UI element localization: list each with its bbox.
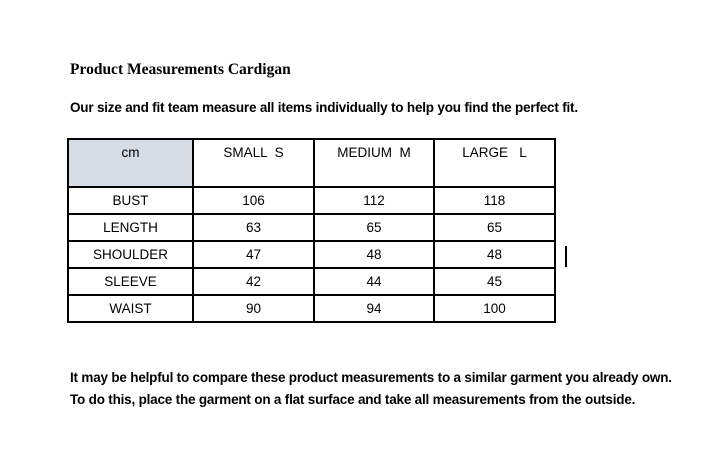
col-header-large: LARGE L [434,139,555,187]
table-row-sleeve [68,268,555,295]
measurement-value: 106 [193,187,314,214]
table-row-waist [68,295,555,322]
measurement-value: 48 [314,241,434,268]
measurement-value: 48 [434,241,555,268]
row-label: SLEEVE [68,268,193,295]
measurement-value: 90 [193,295,314,322]
table-header-row [68,139,555,187]
col-header-medium: MEDIUM M [314,139,434,187]
footer-line-1: It may be helpful to compare these product measurements to a similar garment you already own. [70,370,672,385]
unit-header-cell: cm [68,139,193,187]
col-header-small: SMALL S [193,139,314,187]
measurement-value: 47 [193,241,314,268]
measurement-value: 112 [314,187,434,214]
measurement-value: 118 [434,187,555,214]
measurement-value: 100 [434,295,555,322]
measurement-value: 42 [193,268,314,295]
measurement-value: 65 [434,214,555,241]
row-label: WAIST [68,295,193,322]
footer-note [70,367,672,411]
measurements-table [67,138,556,323]
measurement-value: 63 [193,214,314,241]
text-cursor [565,246,567,267]
measurement-value: 94 [314,295,434,322]
table-row-shoulder [68,241,555,268]
row-label: LENGTH [68,214,193,241]
row-label: BUST [68,187,193,214]
measurement-value: 65 [314,214,434,241]
row-label: SHOULDER [68,241,193,268]
measurement-value: 45 [434,268,555,295]
measurement-value: 44 [314,268,434,295]
table-row-length [68,214,555,241]
table-row-bust [68,187,555,214]
intro-text: Our size and fit team measure all items individually to help you find the perfect fit. [70,100,578,115]
footer-line-2: To do this, place the garment on a flat surface and take all measurements from the outside. [70,392,636,407]
document-title: Product Measurements Cardigan [70,61,291,78]
